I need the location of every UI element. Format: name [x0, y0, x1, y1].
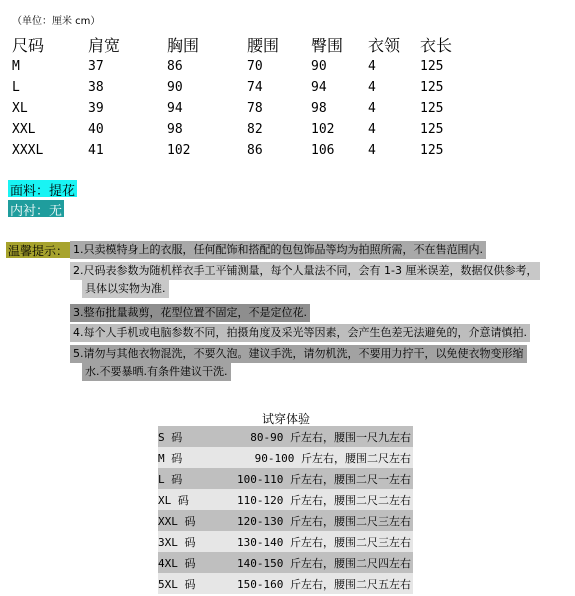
trial-weight: 120-130 斤左右，腰围二尺三左右 [218, 510, 413, 531]
cell: 41 [88, 143, 104, 158]
cell: 94 [311, 80, 327, 95]
header-bust: 胸围 [167, 35, 200, 55]
trial-size: M 码 [158, 447, 218, 468]
cell: 74 [247, 80, 263, 95]
cell: 4 [368, 80, 376, 95]
cell: 125 [420, 80, 444, 95]
trial-row [158, 573, 413, 594]
trial-weight: 80-90 斤左右，腰围一尺九左右 [218, 426, 413, 447]
trial-size: S 码 [158, 426, 218, 447]
tip-text: 4.每个人手机或电脑参数不同，拍摄角度及采光等因素，会产生色差无法避免的，介意请慎拍. [70, 324, 530, 342]
table-row [12, 98, 480, 119]
cell: 4 [368, 101, 376, 116]
trial-row [158, 489, 413, 510]
table-row [12, 119, 480, 140]
header-waist: 腰围 [247, 35, 280, 55]
header-shoulder: 肩宽 [88, 35, 121, 55]
cell: 90 [311, 59, 327, 74]
cell: 94 [167, 101, 183, 116]
trial-size: L 码 [158, 468, 218, 489]
cell: XL [12, 101, 28, 116]
trial-size: XL 码 [158, 489, 218, 510]
cell: 86 [247, 143, 263, 158]
trial-weight: 130-140 斤左右，腰围二尺三左右 [218, 531, 413, 552]
cell: L [12, 80, 20, 95]
cell: XXXL [12, 143, 44, 158]
cell: 125 [420, 59, 444, 74]
cell: 106 [311, 143, 335, 158]
unit-note: （单位：厘米 cm） [12, 16, 101, 27]
header-collar: 衣领 [368, 35, 401, 55]
trial-row [158, 426, 413, 447]
cell: XXL [12, 122, 36, 137]
trial-row [158, 447, 413, 468]
trial-weight: 140-150 斤左右，腰围二尺四左右 [218, 552, 413, 573]
tip-text-continued: 具体以实物为准. [82, 280, 169, 298]
cell: 98 [167, 122, 183, 137]
trial-weight: 90-100 斤左右，腰围二尺左右 [218, 447, 413, 468]
cell: 98 [311, 101, 327, 116]
trial-row [158, 552, 413, 573]
trial-size: 5XL 码 [158, 573, 218, 594]
trial-row [158, 468, 413, 489]
trial-weight: 100-110 斤左右，腰围二尺一左右 [218, 468, 413, 489]
table-row [12, 56, 480, 77]
fabric-label: 面料：提花 [8, 180, 77, 197]
cell: 4 [368, 143, 376, 158]
size-table [12, 32, 480, 161]
cell: 39 [88, 101, 104, 116]
trial-weight: 150-160 斤左右，腰围二尺五左右 [218, 573, 413, 594]
tip-text: 3.整布批量裁剪，花型位置不固定，不是定位花. [70, 304, 310, 322]
trial-title: 试穿体验 [262, 412, 311, 426]
cell: 102 [311, 122, 335, 137]
cell: 38 [88, 80, 104, 95]
header-size: 尺码 [12, 35, 45, 55]
trial-size: XXL 码 [158, 510, 218, 531]
tip-item-1 [70, 241, 486, 259]
size-table-header [12, 32, 480, 56]
cell: M [12, 59, 20, 74]
cell: 90 [167, 80, 183, 95]
trial-size: 3XL 码 [158, 531, 218, 552]
header-hip: 臀围 [311, 35, 344, 55]
tip-text: 5.请勿与其他衣物混洗，不要久泡。建议手洗，请勿机洗，不要用力拧干，以免使衣物变形缩 [70, 345, 527, 363]
cell: 82 [247, 122, 263, 137]
cell: 40 [88, 122, 104, 137]
tip-text: 1.只卖模特身上的衣服，任何配饰和搭配的包包饰品等均为拍照所需，不在售范围内. [70, 241, 486, 259]
lining-label: 内衬：无 [8, 200, 64, 217]
table-row [12, 140, 480, 161]
tip-item-2 [70, 262, 540, 298]
cell: 70 [247, 59, 263, 74]
cell: 86 [167, 59, 183, 74]
tip-text-continued: 水.不要暴晒.有条件建议干洗. [82, 363, 231, 381]
trial-table [158, 426, 413, 594]
tip-item-3 [70, 304, 310, 322]
trial-weight: 110-120 斤左右，腰围二尺二左右 [218, 489, 413, 510]
trial-size: 4XL 码 [158, 552, 218, 573]
cell: 125 [420, 101, 444, 116]
tips-label: 温馨提示： [8, 244, 69, 258]
trial-row [158, 510, 413, 531]
header-length: 衣长 [420, 35, 453, 55]
cell: 4 [368, 122, 376, 137]
cell: 4 [368, 59, 376, 74]
cell: 102 [167, 143, 191, 158]
cell: 125 [420, 122, 444, 137]
cell: 125 [420, 143, 444, 158]
tip-text: 2.尺码表参数为随机样衣手工平铺测量，每个人量法不同，会有 1-3 厘米误差，数据仅供参考， [70, 262, 540, 280]
table-row [12, 77, 480, 98]
cell: 78 [247, 101, 263, 116]
cell: 37 [88, 59, 104, 74]
tip-item-4 [70, 324, 530, 342]
trial-row [158, 531, 413, 552]
tip-item-5 [70, 345, 527, 381]
